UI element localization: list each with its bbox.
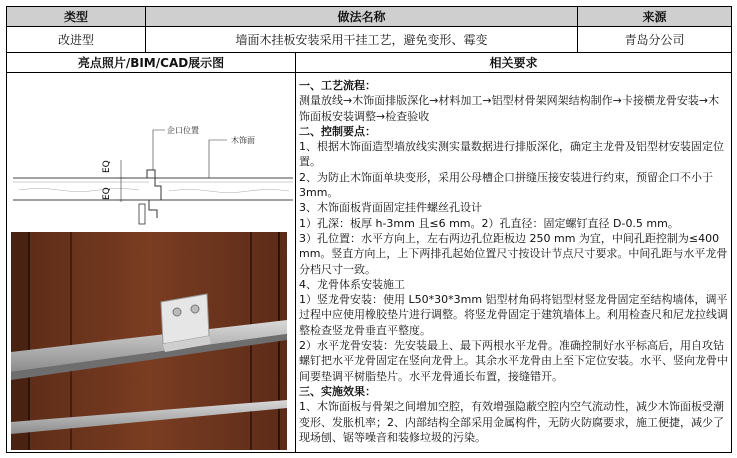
- header-type: 类型: [7, 7, 145, 26]
- value-source: 青岛分公司: [624, 33, 685, 47]
- value-name: 墙面木挂板安装采用干挂工艺，避免变形、霉变: [235, 33, 488, 47]
- req-line: 2）水平龙骨安装：先安装最上、最下两根水平龙骨。准确控制好水平标高后，用自攻钻螺钉把水平龙骨固定在竖向龙骨上。其余水平龙骨由上至下定位安装。水平、竖向龙骨中间要垫调平树脂垫片。水平龙骨通长布置，接缝错开。: [299, 339, 728, 383]
- req-line: 3）孔位置：水平方向上，左右两边孔位距板边 250 mm 为宜，中间孔距控制为≤400 mm。竖直方向上，上下两排孔起始位置尺寸按设计节点尺寸要求。中间孔距与水平龙骨分档尺寸一致。: [299, 231, 728, 276]
- subheader-requirements: 相关要求: [489, 56, 538, 70]
- req-section-title: 一、工艺流程：: [299, 79, 376, 92]
- cad-section-drawing: [9, 78, 295, 228]
- req-line: 1）孔深：板厚 h-3mm 且≤6 mm。2）孔直径：固定螺钉直径 D-0.5 mm。: [299, 216, 679, 230]
- req-line: 4、龙骨体系安装施工: [299, 277, 405, 291]
- header-name: 做法名称: [146, 7, 577, 26]
- req-line: 1、木饰面板与骨架之间增加空腔，有效增强隐蔽空腔内空气流动性，减少木饰面板受潮变形、发胀机率；2、内部结构全部采用金属构件，无防火防腐要求，施工便捷，减少了现场刨、锯等噪音和装修垃圾的污染。: [299, 400, 724, 444]
- req-line: 1）竖龙骨安装：使用 L50*30*3mm 铝型材角码将铝型材竖龙骨固定至结构墙体，调平过程中应使用橡胶垫片进行调整。将竖龙骨固定于建筑墙体上。利用检查尺和尼龙拉线调整检查竖龙骨垂直平整度。: [299, 293, 728, 337]
- label-board: 木饰面: [231, 136, 255, 145]
- label-gap: 企口位置: [167, 126, 199, 135]
- value-type: 改进型: [57, 33, 94, 47]
- requirements-text: [299, 78, 729, 445]
- dimension-label: EQ: [102, 160, 112, 173]
- req-line: 1、根据木饰面造型墙放线实测实量数据进行排版深化，确定主龙骨及铝型材安装固定位置。: [299, 140, 724, 169]
- dimension-label: EQ: [102, 187, 112, 200]
- grid-line: [7, 72, 731, 73]
- subheader-images: 亮点照片/BIM/CAD展示图: [77, 56, 225, 70]
- req-line: 2、为防止木饰面单块变形，采用公母槽企口拼缝压接安装进行约束，预留企口不小于 3mm。: [299, 170, 717, 200]
- req-section-title: 二、控制要点：: [299, 124, 376, 138]
- practice-sheet: [6, 6, 732, 453]
- req-line: 3、木饰面板背面固定挂件螺丝孔设计: [299, 201, 482, 215]
- grid-line: [295, 52, 296, 452]
- installation-photo: [11, 232, 287, 450]
- header-source: 来源: [578, 7, 731, 26]
- req-section-title: 三、实施效果：: [299, 384, 376, 398]
- req-line: 测量放线→木饰面排版深化→材料加工→铝型材骨架网架结构制作→卡接横龙骨安装→木饰面板安装调整→检查验收: [299, 94, 720, 123]
